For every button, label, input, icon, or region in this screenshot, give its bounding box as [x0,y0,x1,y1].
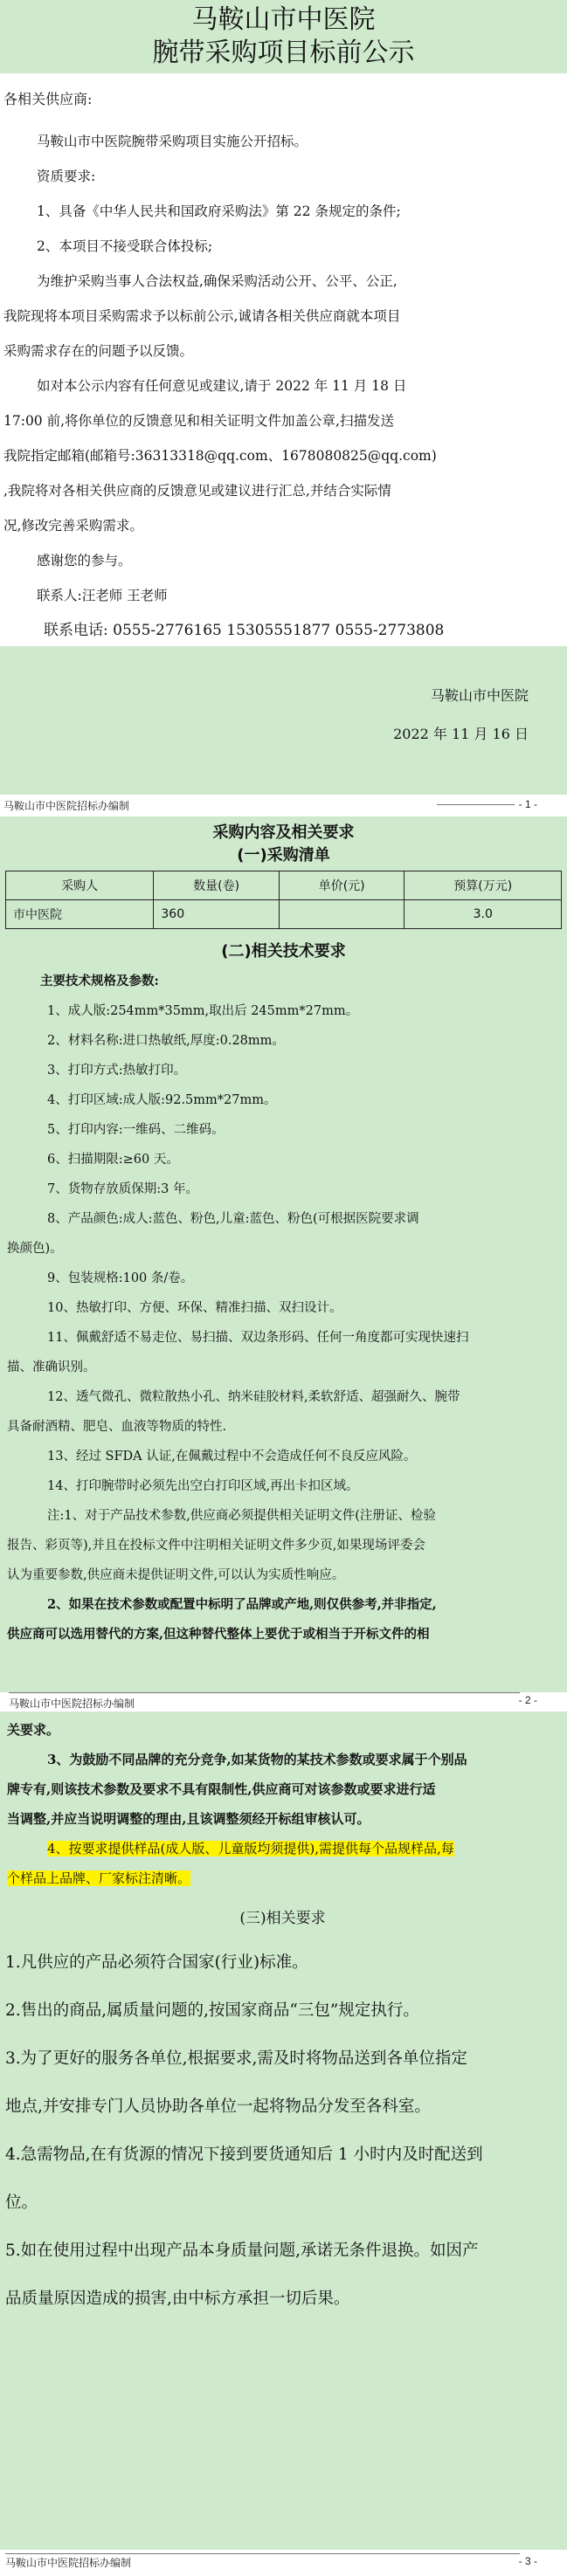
purchase-table-wrap [5,871,562,929]
contact-phone: 联系电话: 0555-2776165 15305551877 0555-2773808 [44,622,445,639]
th-budget: 预算(万元) [405,871,562,900]
tech-spec-title: 主要技术规格及参数: [40,974,159,988]
list-item: 14、打印腕带时必须先出空白打印区域,再出卡扣区域。 [47,1479,359,1493]
req-item-5: 5.如在使用过程中出现产品本身质量问题,承诺无条件退换。如因产 [5,2242,479,2260]
footer-divider [437,804,515,805]
table-row [6,900,562,929]
note-4-highlight: 4、按要求提供样品(成人版、儿童版均须提供),需提供每个品规样品,每 [47,1841,454,1856]
note-1-cont: 认为重要参数,供应商未提供证明文件,可以认为实质性响应。 [7,1568,345,1582]
list-item-cont: 具备耐酒精、肥皂、血液等物质的特性. [7,1420,227,1434]
list-item: 5、打印内容:一维码、二维码。 [47,1123,225,1137]
qualification-2: 2、本项目不接受联合体投标; [37,238,213,254]
list-item: 9、包装规格:100 条/卷。 [47,1271,194,1285]
td-unit-price [279,900,405,929]
note-1: 注:1、对于产品技术参数,供应商必须提供相关证明文件(注册证、检验 [47,1509,436,1523]
footer-label: 马鞍山市中医院招标办编制 [5,2557,132,2569]
list-item: 4、打印区域:成人版:92.5mm*27mm。 [47,1093,277,1107]
footer-page1 [0,796,567,814]
th-buyer: 采购人 [6,871,154,900]
list-item: 11、佩戴舒适不易走位、易扫描、双边条形码、任何一角度都可实现快速扫 [47,1331,469,1345]
page-number: - 1 - [518,798,537,810]
page-subtitle: 腕带采购项目标前公示 [152,38,415,68]
page-number: - 2 - [518,1694,537,1706]
salutation: 各相关供应商: [3,91,93,107]
purchase-table [5,871,562,929]
list-item: 12、透气微孔、微粒散热小孔、纳米硅胶材料,柔软舒适、超强耐久、腕带 [47,1390,460,1404]
section-heading: 采购内容及相关要求 [212,823,355,842]
note-4-highlight-cont: 个样品上品牌、厂家标注清晰。 [7,1870,191,1886]
td-buyer: 市中医院 [6,900,154,929]
list-item: 13、经过 SFDA 认证,在佩戴过程中不会造成任何不良反应风险。 [47,1450,417,1464]
note-2-end: 关要求。 [7,1722,60,1738]
note-2-cont: 供应商可以选用替代的方案,但这种替代整体上要优于或相当于开标文件的相 [7,1627,430,1642]
para-b-line4: ,我院将对各相关供应商的反馈意见或建议进行汇总,并结合实际情 [3,483,391,499]
footer-divider [9,1692,520,1693]
th-quantity: 数量(卷) [154,871,280,900]
para-b-line1: 如对本公示内容有任何意见或建议,请于 2022 年 11 月 18 日 [37,378,407,394]
page2-section [0,816,567,1692]
req-item-4: 4.急需物品,在有货源的情况下接到要货通知后 1 小时内及时配送到 [5,2146,483,2164]
req-item-5-cont: 品质量原因造成的损害,由中标方承担一切后果。 [5,2290,350,2308]
req-item-3-cont: 地点,并安排专门人员协助各单位一起将物品分发至各科室。 [5,2097,431,2116]
para-a-line3: 采购需求存在的问题予以反馈。 [3,343,194,359]
list-item: 3、打印方式:热敏打印。 [47,1064,187,1078]
signature-org: 马鞍山市中医院 [430,687,529,704]
list-item-cont: 描、准确识别。 [7,1360,96,1374]
contact-person: 联系人:汪老师 王老师 [37,588,168,603]
tech-req-heading: (二)相关技术要求 [221,942,346,961]
list-item: 6、扫描期限:≥60 天。 [47,1153,179,1167]
footer-divider [5,2553,520,2554]
page-number: - 3 - [518,2555,537,2567]
note-1-cont: 报告、彩页等),并且在投标文件中注明相关证明文件多少页,如果现场评委会 [7,1539,425,1553]
para-b-line2: 17:00 前,将你单位的反馈意见和相关证明文件加盖公章,扫描发送 [3,413,394,429]
thanks-text: 感谢您的参与。 [37,553,132,568]
para-b-line5: 况,修改完善采购需求。 [3,518,143,534]
related-req-heading: (三)相关要求 [239,1910,326,1927]
list-item: 7、货物存放质保期:3 年。 [47,1182,198,1196]
note-3-cont: 牌专有,则该技术参数及要求不具有限制性,供应商可对该参数或要求进行适 [7,1781,436,1797]
notes-continued [0,1712,567,1893]
purchase-list-heading: (一)采购清单 [237,846,330,864]
td-budget: 3.0 [405,900,562,929]
tech-spec-list [7,967,560,1650]
note-2: 2、如果在技术参数或配置中标明了品牌或产地,则仅供参考,并非指定, [47,1597,437,1612]
page3-section [0,1712,567,2550]
th-unit-price: 单价(元) [279,871,405,900]
requirements-list [0,1893,567,2323]
footer-page2 [0,1694,567,1712]
list-item: 8、产品颜色:成人:蓝色、粉色,儿童:蓝色、粉色(可根据医院要求调 [47,1212,419,1226]
list-item: 10、热敏打印、方便、环保、精准扫描、双扫设计。 [47,1301,342,1315]
signature-block [0,646,567,795]
req-item-2: 2.售出的商品,属质量问题的,按国家商品“三包”规定执行。 [5,2001,419,2020]
footer-label: 马鞍山市中医院招标办编制 [9,1698,135,1710]
table-header-row [6,871,562,900]
para-a-line1: 为维护采购当事人合法权益,确保采购活动公开、公平、公正, [37,273,398,289]
note-3: 3、为鼓励不同品牌的充分竞争,如某货物的某技术参数或要求属于个别品 [47,1752,467,1767]
req-item-1: 1.凡供应的产品必须符合国家(行业)标准。 [5,1953,308,1972]
qualification-title: 资质要求: [37,169,96,184]
list-item-cont: 换颜色)。 [7,1242,63,1256]
intro-text: 马鞍山市中医院腕带采购项目实施公开招标。 [37,134,308,149]
para-b-line3: 我院指定邮箱(邮箱号:36313318@qq.com、1678080825@qq.com) [3,448,437,464]
note-3-cont: 当调整,并应当说明调整的理由,且该调整须经开标组审核认可。 [7,1811,370,1827]
signature-date: 2022 年 11 月 16 日 [393,726,529,742]
notice-body [0,73,567,648]
footer-label: 马鞍山市中医院招标办编制 [3,800,130,812]
note-4-cont [7,1863,560,1893]
list-item: 1、成人版:254mm*35mm,取出后 245mm*27mm。 [47,1004,359,1018]
note-4 [7,1834,560,1863]
list-item: 2、材料名称:进口热敏纸,厚度:0.28mm。 [47,1034,285,1048]
req-item-4-cont: 位。 [5,2194,38,2212]
page-title: 马鞍山市中医院 [191,4,376,35]
page1-title-block [0,0,567,73]
para-a-line2: 我院现将本项目采购需求予以标前公示,诚请各相关供应商就本项目 [3,308,401,324]
td-quantity: 360 [154,900,280,929]
qualification-1: 1、具备《中华人民共和国政府采购法》第 22 条规定的条件; [37,203,401,219]
req-item-3: 3.为了更好的服务各单位,根据要求,需及时将物品送到各单位指定 [5,2049,467,2068]
footer-page3 [0,2552,567,2571]
